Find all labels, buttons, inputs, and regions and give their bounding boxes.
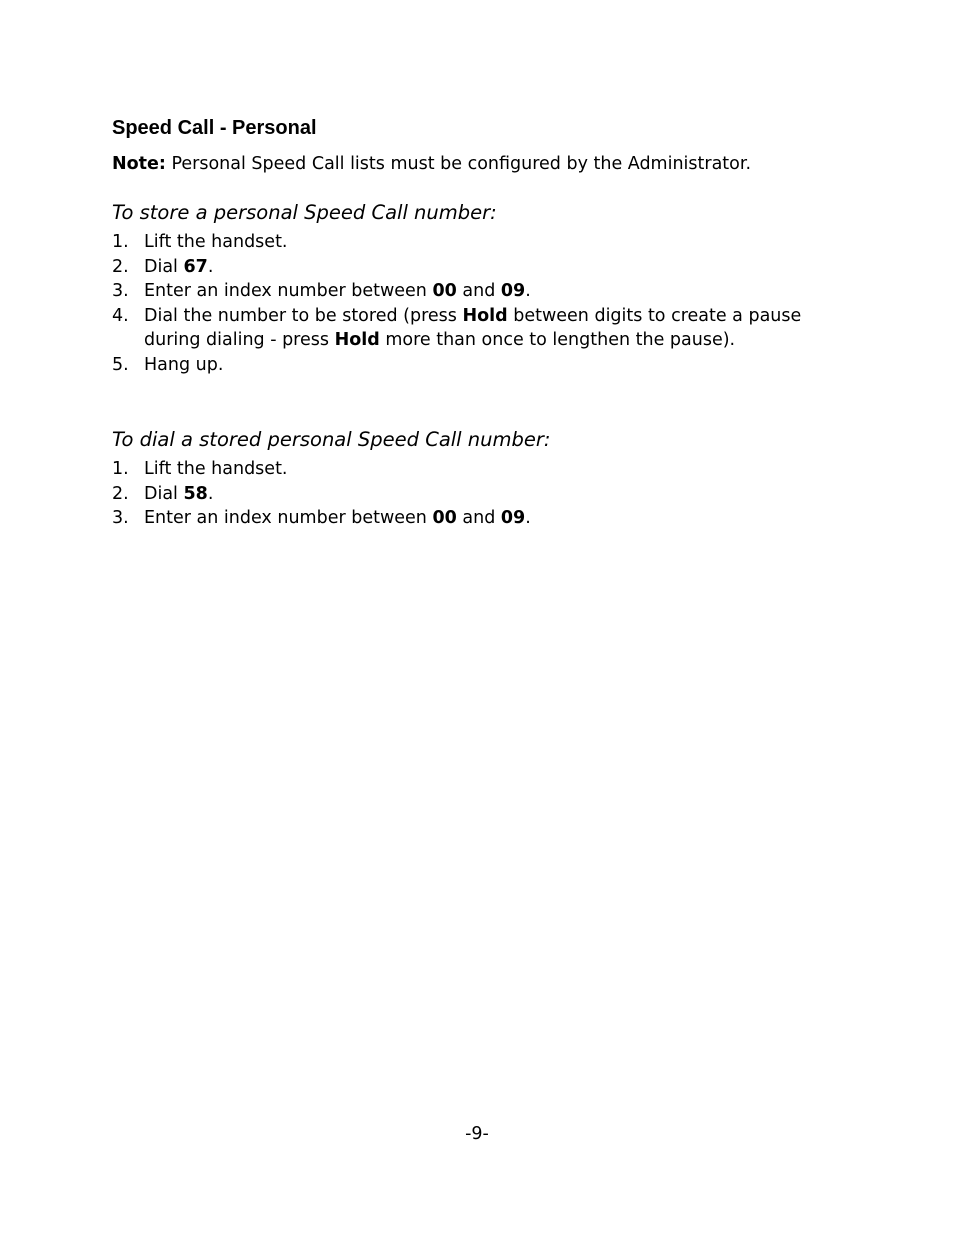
step-text: Dial <box>144 483 184 504</box>
step-item <box>112 353 812 378</box>
note-text: Personal Speed Call lists must be configured by the Administrator. <box>165 154 752 174</box>
store-steps-list <box>112 230 812 378</box>
step-number: 2. <box>112 483 129 504</box>
step-item <box>112 255 812 280</box>
step-keyword: Hold <box>334 330 380 351</box>
step-keyword: 09 <box>500 281 526 302</box>
step-number: 3. <box>112 508 129 529</box>
step-keyword: 09 <box>500 508 526 529</box>
dial-steps-list <box>112 457 812 531</box>
step-text: Enter an index number between <box>144 281 433 302</box>
step-keyword: Hold <box>462 305 508 326</box>
store-procedure-heading: To store a personal Speed Call number: <box>112 201 497 224</box>
step-text: Lift the handset. <box>144 459 288 479</box>
step-keyword: 58 <box>183 483 208 504</box>
step-text: Enter an index number between <box>144 508 433 529</box>
step-text: and <box>456 508 501 529</box>
step-text: Dial <box>144 256 184 277</box>
step-text: . <box>525 508 531 529</box>
step-item <box>112 506 812 531</box>
dial-procedure-heading: To dial a stored personal Speed Call number: <box>112 428 551 451</box>
admin-note <box>112 152 872 176</box>
step-text: Lift the handset. <box>144 232 288 252</box>
step-number: 1. <box>112 459 129 479</box>
step-number: 4. <box>112 305 129 326</box>
step-keyword: 00 <box>432 281 457 302</box>
step-item <box>112 304 812 353</box>
note-label: Note: <box>112 154 166 174</box>
step-keyword: 67 <box>183 256 208 277</box>
step-text: more than once to lengthen the pause). <box>379 330 736 351</box>
step-number: 2. <box>112 256 129 277</box>
step-text: between digits to create a pause during dialing - press <box>144 305 802 351</box>
step-item <box>112 457 812 482</box>
step-text: Hang up. <box>144 354 224 375</box>
section-title: Speed Call - Personal <box>112 117 317 139</box>
step-number: 3. <box>112 281 129 302</box>
step-number: 1. <box>112 232 129 252</box>
step-text: . <box>525 281 531 302</box>
step-text: Dial the number to be stored (press <box>144 305 463 326</box>
step-number: 5. <box>112 354 129 375</box>
step-item <box>112 230 812 255</box>
page-number: -9- <box>465 1124 489 1144</box>
step-text: and <box>456 281 501 302</box>
step-text: . <box>207 256 214 277</box>
step-item <box>112 279 812 304</box>
step-text: . <box>207 483 214 504</box>
step-keyword: 00 <box>432 508 457 529</box>
step-item <box>112 482 812 507</box>
